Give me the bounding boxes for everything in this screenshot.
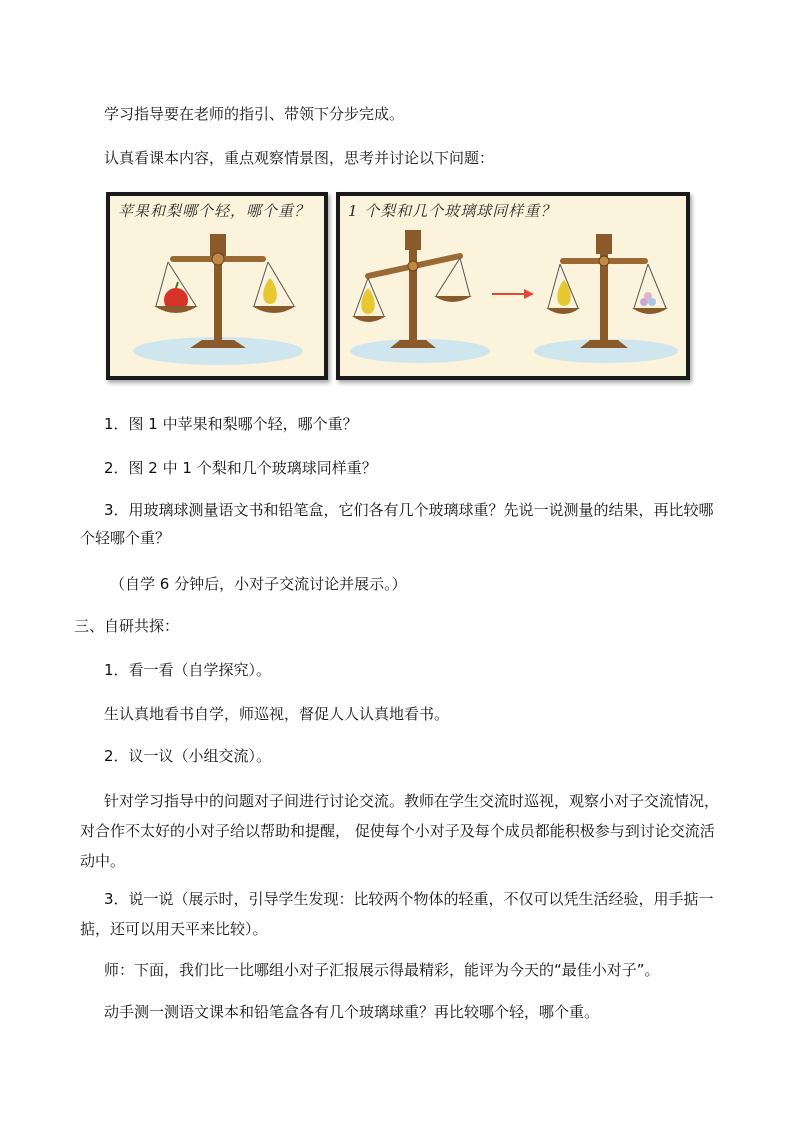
balance-illustration-2 [340, 196, 686, 376]
figure-1-caption: 苹果和梨哪个轻，哪个重？ [118, 202, 311, 220]
figure-2-pear-marbles-balance [336, 192, 690, 380]
balance-illustration-1 [110, 196, 324, 376]
section-heading: 三、自研共探： [74, 617, 180, 635]
teacher-line: 师：下面，我们比一比哪组小对子汇报展示得最精彩，能评为今天的“最佳小对子”。 [104, 961, 660, 979]
step-2-heading: 2．议一议（小组交流）。 [104, 747, 272, 765]
step-1-body: 生认真地看书自学，师巡视，督促人人认真地看书。 [104, 705, 450, 723]
final-task: 动手测一测语文课本和铅笔盒各有几个玻璃球重？再比较哪个轻，哪个重。 [104, 1003, 600, 1021]
step-2-body: 针对学习指导中的问题对子间进行讨论交流。教师在学生交流时巡视，观察小对子交流情况，对合作不太好的小对子给以帮助和提醒， 促使每个小对子及每个成员都能积极参与到讨论交流活动中。 [80, 792, 720, 870]
question-1: 1．图 1 中苹果和梨哪个轻，哪个重？ [104, 415, 358, 433]
step-1-heading: 1．看一看（自学探究）。 [104, 661, 272, 679]
step-3-body: 3．说一说（展示时，引导学生发现：比较两个物体的轻重，不仅可以凭生活经验，用手掂一掂，还可以用天平来比较）。 [80, 890, 714, 938]
question-3: 3．用玻璃球测量语文书和铅笔盒，它们各有几个玻璃球重？先说一说测量的结果，再比较哪个轻哪个重？ [80, 501, 714, 547]
figure-2-caption: 1 个梨和几个玻璃球同样重？ [348, 202, 557, 220]
study-note: （自学 6 分钟后，小对子交流讨论并展示。） [110, 575, 407, 593]
question-2: 2．图 2 中 1 个梨和几个玻璃球同样重？ [104, 459, 377, 477]
figure-1-apple-pear-balance [106, 192, 328, 380]
intro-line-1: 学习指导要在老师的指引、带领下分步完成。 [104, 105, 405, 123]
intro-line-2: 认真看课本内容，重点观察情景图，思考并讨论以下问题： [104, 149, 495, 167]
